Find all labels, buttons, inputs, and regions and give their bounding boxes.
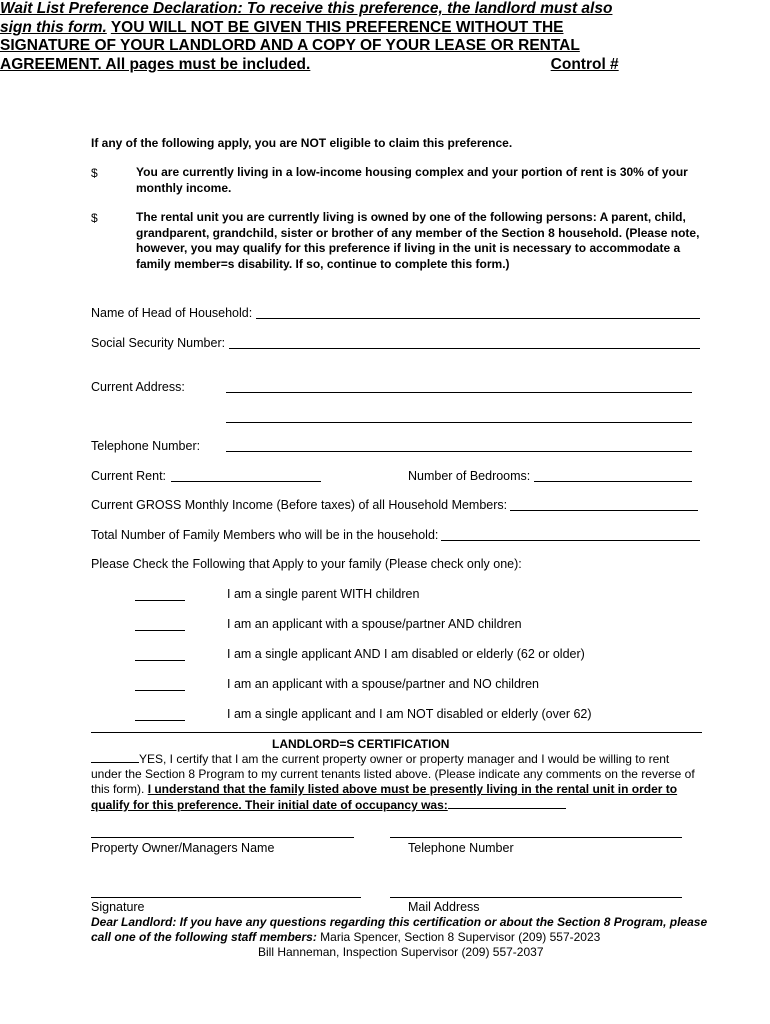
family-option-4: I am an applicant with a spouse/partner and NO children [227, 677, 539, 691]
current-address-label: Current Address: [91, 380, 185, 394]
owner-phone-field[interactable] [390, 837, 682, 838]
current-rent-label: Current Rent: [91, 469, 167, 483]
yes-check-blank[interactable] [91, 751, 139, 763]
ssn-field[interactable] [229, 348, 700, 349]
family-members-label: Total Number of Family Members who will be in the household: [91, 528, 439, 542]
mail-address-label: Mail Address [408, 900, 480, 914]
family-check-prompt: Please Check the Following that Apply to your family (Please check only one): [91, 557, 522, 571]
gross-income-field[interactable] [510, 510, 698, 511]
signature-field[interactable] [91, 897, 361, 898]
eligibility-item-1: You are currently living in a low-income housing complex and your portion of rent is 30% of your monthly income. [136, 165, 688, 195]
owner-name-label: Property Owner/Managers Name [91, 841, 275, 855]
section-divider [91, 732, 702, 733]
landlord-certification-text [91, 751, 703, 813]
occupancy-date-field[interactable] [448, 797, 566, 809]
bedrooms-field[interactable] [534, 481, 692, 482]
staff-2: Bill Hanneman, Inspection Supervisor (209) 557-2037 [258, 945, 544, 959]
address-line-1-field[interactable] [226, 392, 692, 393]
eligibility-item-2: The rental unit you are currently living is owned by one of the following persons: A parent, child, grandparent, grandchild, sister or brother of any member of the Section 8 household. (Please note, however, you may qualify for this preference if living in the unit is necessary to accommodate a family member=s disability. If so, continue to complete this form.) [136, 210, 700, 271]
address-line-2-field[interactable] [226, 422, 692, 423]
family-option-5: I am a single applicant and I am NOT disabled or elderly (over 62) [227, 707, 592, 721]
gross-income-label: Current GROSS Monthly Income (Before taxes) of all Household Members: [91, 498, 508, 512]
contact-intro: Dear Landlord: If you have any questions regarding this certification or about the Section 8 Program, please call one of the following staff members: [91, 915, 708, 944]
bullet-icon: $ [91, 166, 98, 180]
cert-underlined: I understand that the family listed above must be presently living in the rental unit in order to qualify for this preference. Their initial date of occupancy was: [91, 782, 678, 812]
telephone-field[interactable] [226, 451, 692, 452]
signature-label: Signature [91, 900, 145, 914]
eligibility-intro: If any of the following apply, you are NOT eligible to claim this preference. [91, 136, 513, 150]
telephone-label: Telephone Number: [91, 439, 201, 453]
head-of-household-field[interactable] [256, 318, 700, 319]
family-option-1: I am a single parent WITH children [227, 587, 420, 601]
check-blank-2[interactable] [135, 630, 185, 631]
form-title [0, 0, 620, 93]
cert-text: YES, I certify that I am the current property owner or property manager and I would be willing to rent under the Section 8 Program to my current tenants listed above. (Please indicate any comments on the reverse of this form). [91, 752, 695, 796]
family-option-2: I am an applicant with a spouse/partner AND children [227, 617, 522, 631]
title-italic: Wait List Preference Declaration: To receive this preference, the landlord must also sign this form. [0, 0, 613, 36]
check-blank-4[interactable] [135, 690, 185, 691]
head-of-household-label: Name of Head of Household: [91, 306, 253, 320]
mail-address-field[interactable] [390, 897, 682, 898]
check-blank-5[interactable] [135, 720, 185, 721]
owner-name-field[interactable] [91, 837, 354, 838]
check-blank-3[interactable] [135, 660, 185, 661]
family-option-3: I am a single applicant AND I am disabled or elderly (62 or older) [227, 647, 585, 661]
staff-1: Maria Spencer, Section 8 Supervisor (209) 557-2023 [320, 930, 601, 944]
ssn-label: Social Security Number: [91, 336, 226, 350]
check-blank-1[interactable] [135, 600, 185, 601]
family-members-field[interactable] [441, 540, 700, 541]
title-caps: YOU WILL NOT BE GIVEN THIS PREFERENCE WITHOUT THE SIGNATURE OF YOUR LANDLORD AND A COPY OF YOUR LEASE OR RENTAL AGREEMENT. All pages must be included. [0, 18, 580, 73]
owner-phone-label: Telephone Number [408, 841, 514, 855]
bullet-icon: $ [91, 211, 98, 225]
current-rent-field[interactable] [171, 481, 321, 482]
contact-block [91, 915, 709, 945]
bedrooms-label: Number of Bedrooms: [408, 469, 531, 483]
control-number-label: Control # [550, 55, 619, 73]
landlord-heading: LANDLORD=S CERTIFICATION [272, 737, 450, 751]
